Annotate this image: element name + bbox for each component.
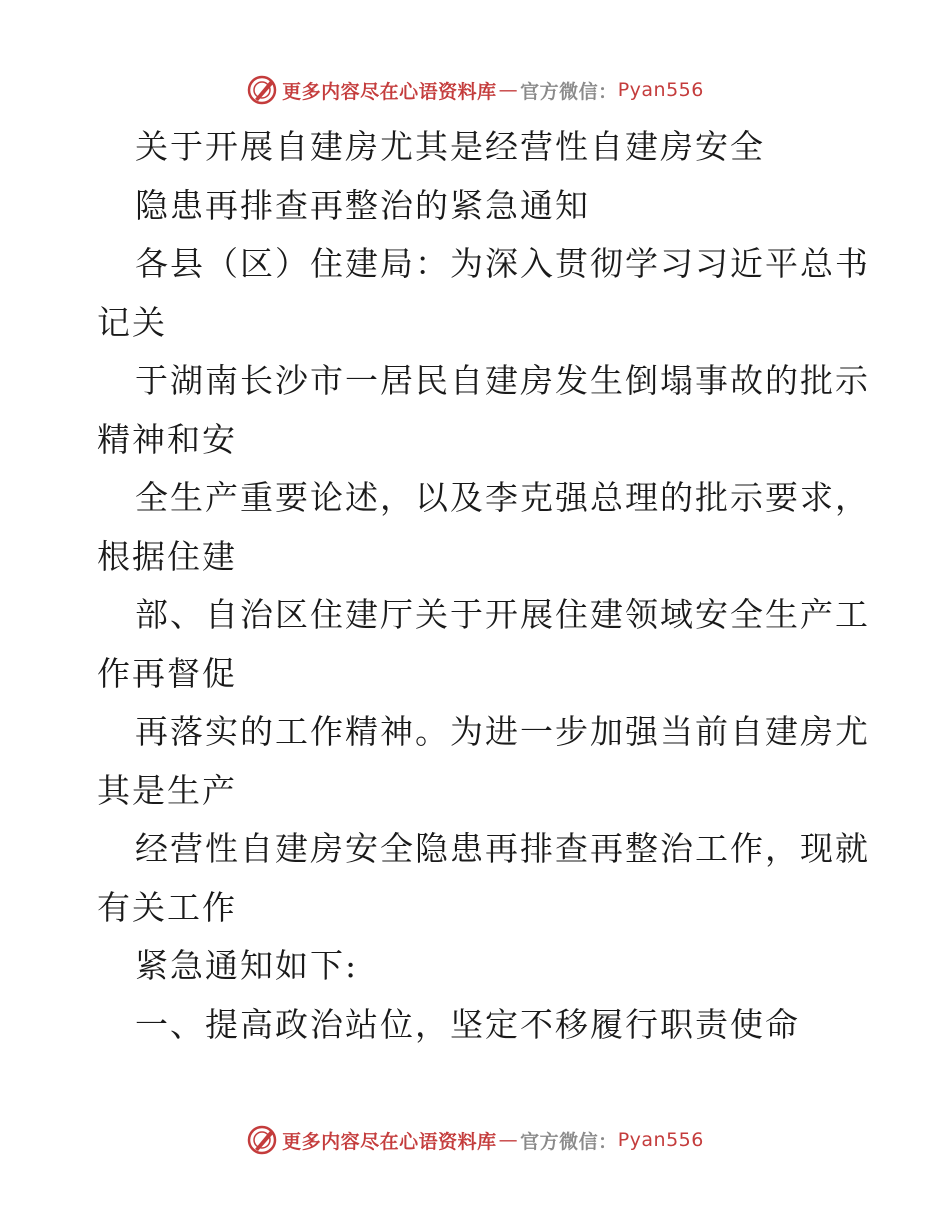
pen-circle-icon bbox=[246, 1124, 278, 1156]
document-line: 各县（区）住建局：为深入贯彻学习习近平总书 bbox=[135, 244, 870, 283]
document-line: 记关 bbox=[97, 302, 167, 342]
document-line: 部、自治区住建厅关于开展住建领域安全生产工 bbox=[135, 595, 870, 634]
document-line: 于湖南长沙市一居民自建房发生倒塌事故的批示 bbox=[135, 361, 870, 400]
document-line: 其是生产 bbox=[97, 770, 237, 810]
document-line: 经营性自建房安全隐患再排查再整治工作，现就 bbox=[135, 829, 870, 868]
document-line: 一、提高政治站位，坚定不移履行职责使命 bbox=[135, 1004, 800, 1044]
document-line: 根据住建 bbox=[97, 536, 237, 576]
watermark-text: 更多内容尽在心语资料库 bbox=[282, 80, 497, 103]
footer-watermark bbox=[0, 1120, 950, 1160]
document-body bbox=[97, 118, 870, 1054]
document-line: 作再督促 bbox=[97, 653, 237, 693]
document-line: 精神和安 bbox=[97, 419, 237, 459]
watermark-wechat-id: Pyan556 bbox=[617, 79, 704, 101]
watermark-official-label: 官方微信： bbox=[520, 1130, 618, 1153]
document-line: 全生产重要论述，以及李克强总理的批示要求， bbox=[135, 478, 870, 517]
watermark-separator: — bbox=[498, 1129, 519, 1151]
header-watermark bbox=[0, 70, 950, 110]
watermark-official-label: 官方微信： bbox=[520, 80, 618, 103]
document-line: 有关工作 bbox=[97, 887, 237, 927]
pen-circle-icon bbox=[246, 74, 278, 106]
document-line: 隐患再排查再整治的紧急通知 bbox=[135, 185, 590, 225]
document-line: 再落实的工作精神。为进一步加强当前自建房尤 bbox=[135, 712, 870, 751]
watermark-separator: — bbox=[498, 79, 519, 101]
watermark-text: 更多内容尽在心语资料库 bbox=[282, 1130, 497, 1153]
document-line: 关于开展自建房尤其是经营性自建房安全 bbox=[135, 127, 765, 166]
watermark-wechat-id: Pyan556 bbox=[617, 1129, 704, 1151]
document-line: 紧急通知如下: bbox=[135, 946, 359, 985]
